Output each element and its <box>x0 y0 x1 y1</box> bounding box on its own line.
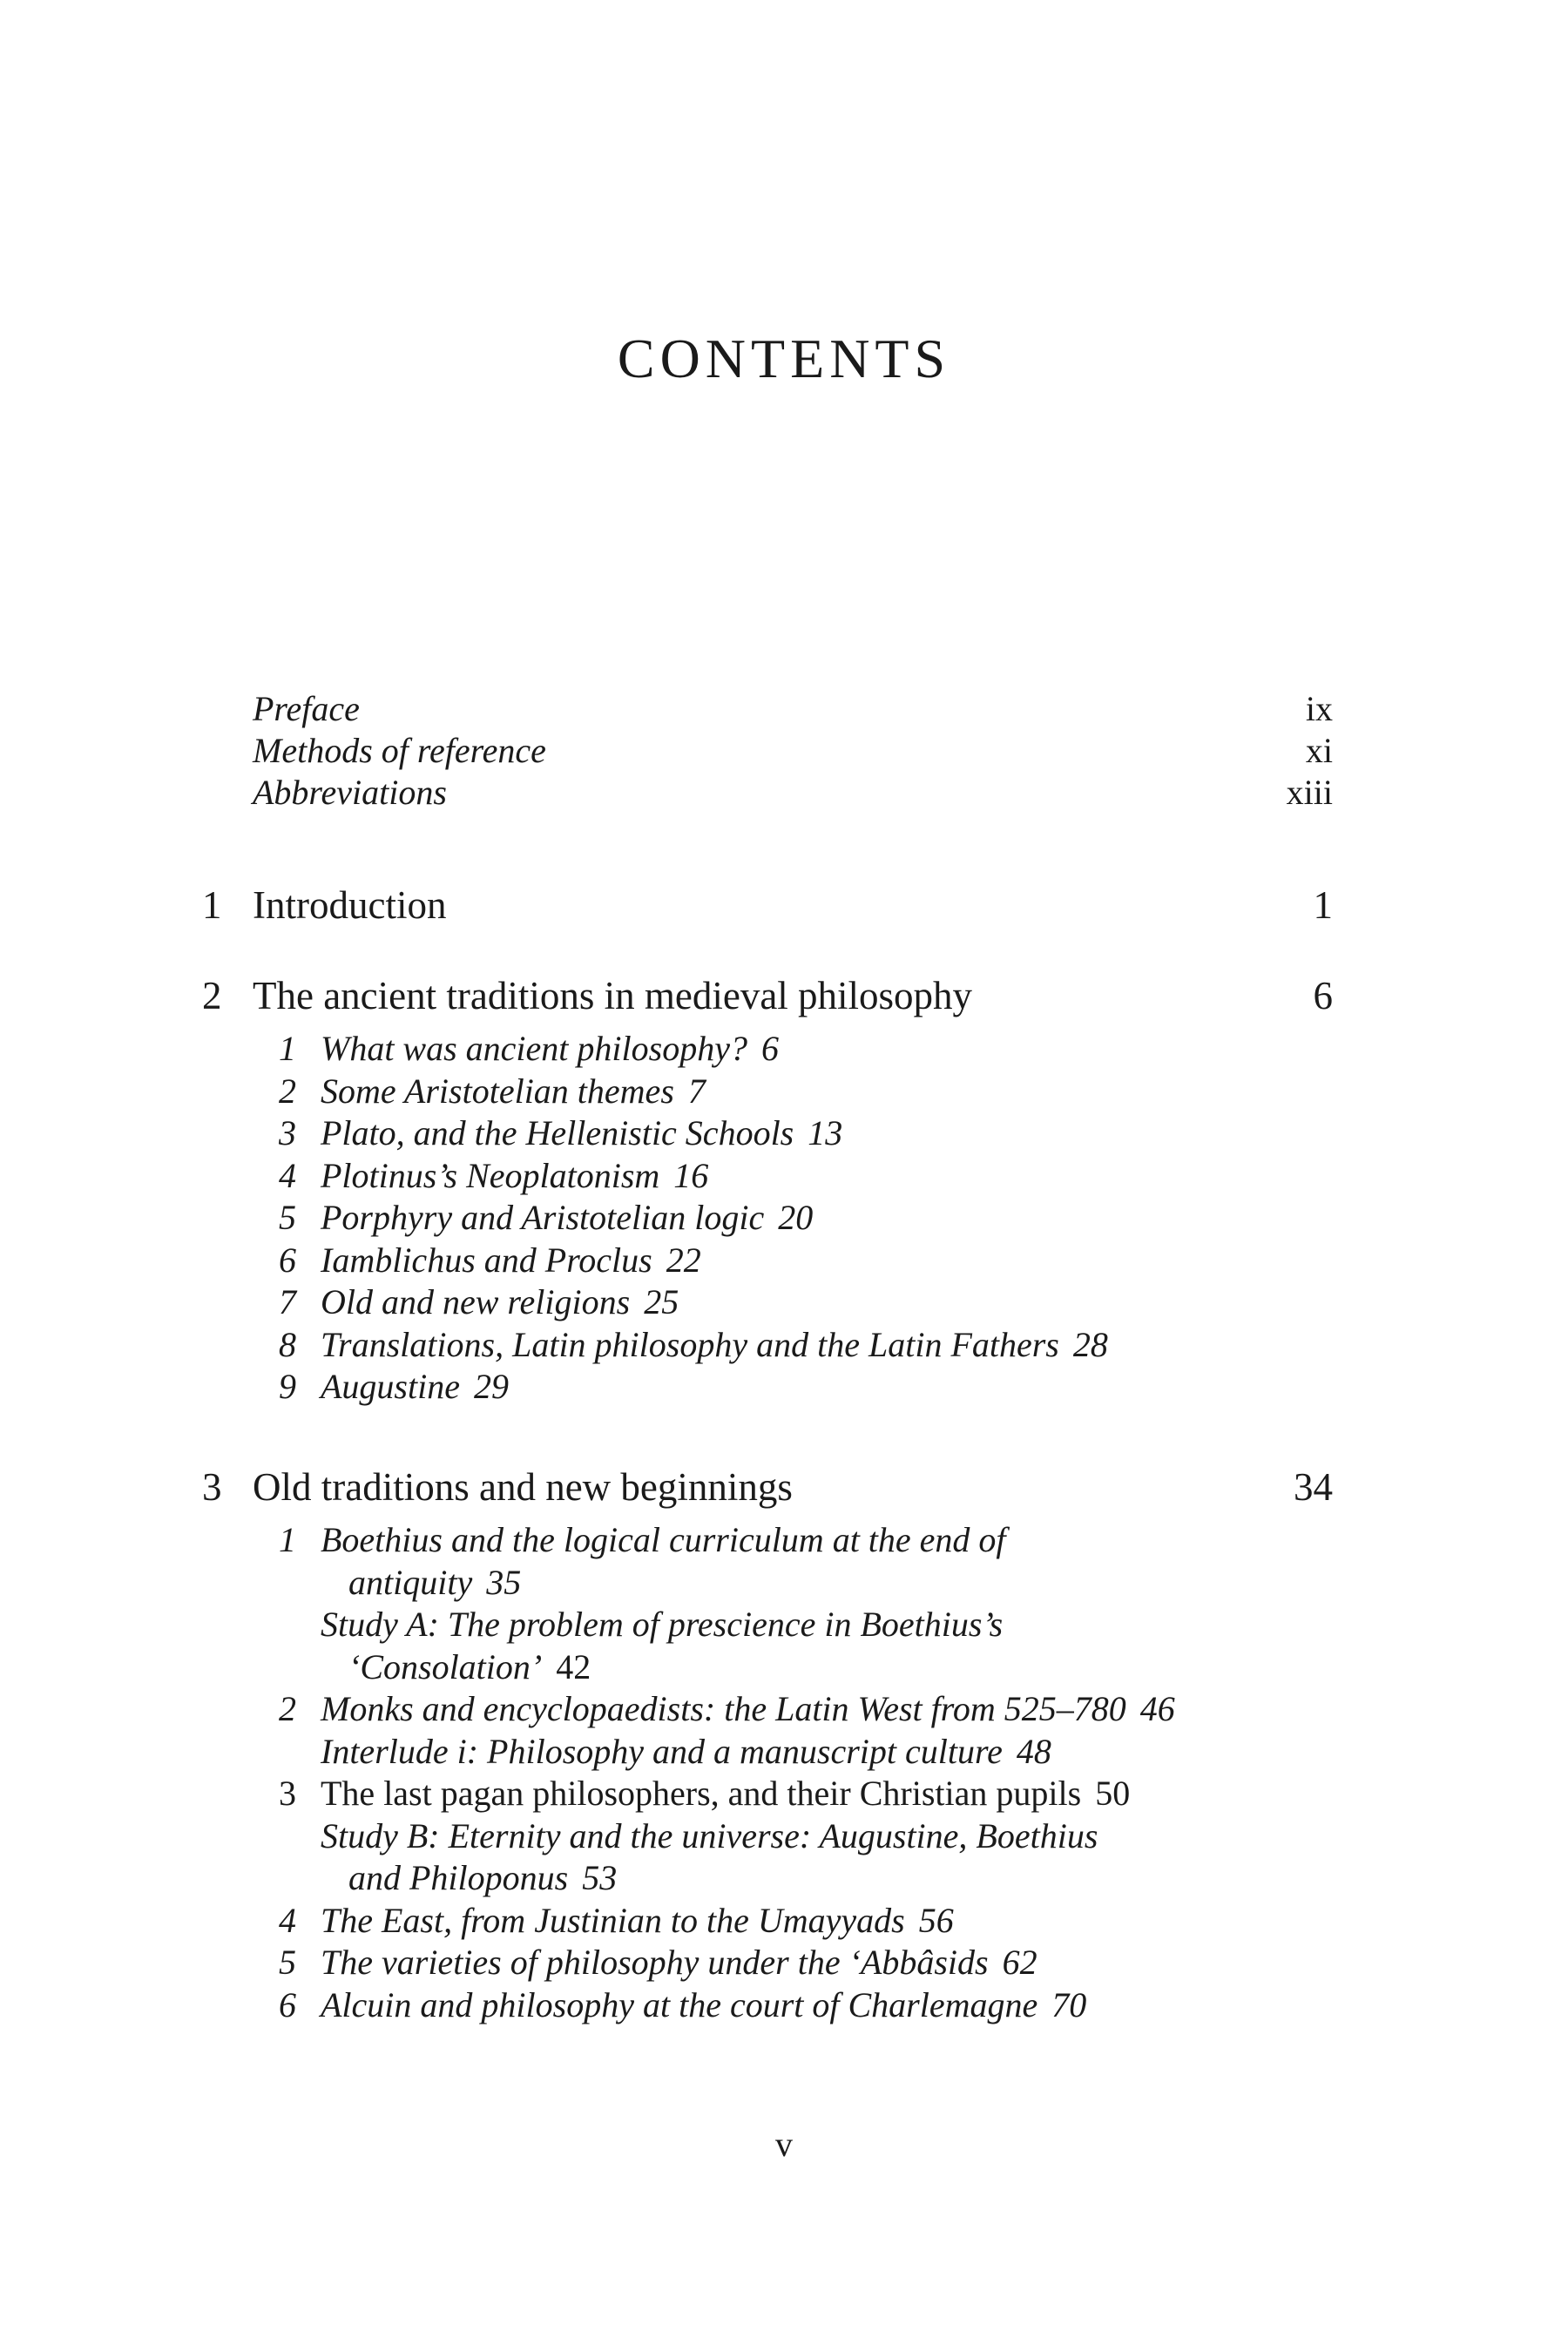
chapter-heading[interactable] <box>202 1463 1333 1511</box>
chapter-page: 1 <box>1313 883 1333 927</box>
section-number: 9 <box>279 1367 296 1406</box>
section-title: Study B: Eternity and the universe: Augustine, Boethius <box>321 1815 1098 1855</box>
section-number: 5 <box>279 1198 296 1237</box>
section-title: The East, from Justinian to the Umayyads <box>321 1900 905 1940</box>
section-page: 35 <box>486 1562 522 1602</box>
toc-entry-label: Methods of reference <box>253 731 546 770</box>
section-title: Porphyry and Aristotelian logic <box>321 1198 765 1237</box>
chapter-number: 2 <box>202 974 222 1017</box>
section-entry[interactable] <box>267 1688 1333 1731</box>
section-title: Plato, and the Hellenistic Schools <box>321 1113 794 1152</box>
section-title: Iamblichus and Proclus <box>321 1240 652 1280</box>
section-page: 20 <box>778 1198 814 1237</box>
section-page: 6 <box>760 1029 779 1068</box>
section-page: 13 <box>808 1113 843 1152</box>
chapter-2 <box>202 972 1333 1409</box>
section-list <box>202 1519 1333 2026</box>
chapter-page: 34 <box>1294 1465 1333 1509</box>
section-entry[interactable] <box>267 1984 1333 2027</box>
interlude-entry[interactable] <box>267 1731 1333 1774</box>
section-number: 2 <box>279 1689 296 1728</box>
section-title: Boethius and the logical curriculum at the end of <box>321 1520 1006 1559</box>
front-matter-list <box>253 688 1333 814</box>
section-number: 8 <box>279 1324 296 1364</box>
section-title-continued: and Philoponus <box>348 1858 569 1897</box>
section-entry[interactable] <box>267 1071 1333 1113</box>
chapter-1 <box>202 882 1333 929</box>
section-entry[interactable] <box>267 1519 1333 1604</box>
page-title: CONTENTS <box>617 328 951 389</box>
section-page: 62 <box>1002 1943 1037 1982</box>
section-page: 42 <box>556 1646 591 1686</box>
section-title: Plotinus’s Neoplatonism <box>321 1155 660 1195</box>
section-page: 7 <box>687 1071 706 1111</box>
section-page: 48 <box>1016 1731 1051 1771</box>
section-entry[interactable] <box>267 1028 1333 1071</box>
section-entry[interactable] <box>267 1281 1333 1324</box>
section-number: 4 <box>279 1155 296 1195</box>
section-page: 16 <box>673 1155 709 1195</box>
section-entry[interactable] <box>267 1366 1333 1409</box>
section-title: Augustine <box>321 1367 460 1406</box>
toc-entry-page: xi <box>1305 731 1333 770</box>
chapter-number: 3 <box>202 1465 222 1509</box>
section-list <box>202 1028 1333 1409</box>
section-title-continued: ‘Consolation’ <box>348 1646 543 1686</box>
section-page: 25 <box>644 1282 679 1321</box>
section-entry[interactable] <box>267 1112 1333 1155</box>
chapter-title: The ancient traditions in medieval philosophy <box>253 974 973 1017</box>
page-number: v <box>775 2125 793 2164</box>
study-entry[interactable] <box>267 1604 1333 1688</box>
section-entry[interactable] <box>267 1240 1333 1282</box>
section-number: 4 <box>279 1900 296 1940</box>
section-number: 6 <box>279 1240 296 1280</box>
section-number: 1 <box>279 1520 296 1559</box>
toc-entry-label: Abbreviations <box>253 773 447 812</box>
section-title: Alcuin and philosophy at the court of Charlemagne <box>321 1984 1038 2024</box>
chapter-title: Introduction <box>253 883 447 927</box>
section-title: Interlude i: Philosophy and a manuscript culture <box>321 1731 1003 1771</box>
chapter-page: 6 <box>1313 974 1333 1017</box>
section-page: 29 <box>473 1367 509 1406</box>
section-title: The varieties of philosophy under the ‘Abbâsids <box>321 1943 989 1982</box>
section-number: 6 <box>279 1984 296 2024</box>
section-entry[interactable] <box>267 1942 1333 1984</box>
section-title: Old and new religions <box>321 1282 631 1321</box>
section-title: Study A: The problem of prescience in Boethius’s <box>321 1605 1004 1644</box>
section-number <box>267 1731 321 1774</box>
section-entry[interactable] <box>267 1155 1333 1198</box>
toc-entry-page: ix <box>1305 689 1333 728</box>
chapter-heading[interactable] <box>202 972 1333 1019</box>
section-title: Translations, Latin philosophy and the Latin Fathers <box>321 1324 1059 1364</box>
toc-entry-label: Preface <box>253 689 360 728</box>
section-page: 46 <box>1139 1689 1175 1728</box>
toc-entry-abbreviations[interactable] <box>253 772 1333 814</box>
section-number: 5 <box>279 1943 296 1982</box>
section-page: 70 <box>1051 1984 1087 2024</box>
section-entry[interactable] <box>267 1324 1333 1367</box>
chapter-heading[interactable] <box>202 882 1333 929</box>
section-title: Some Aristotelian themes <box>321 1071 674 1111</box>
section-number: 1 <box>279 1029 296 1068</box>
section-page: 28 <box>1072 1324 1108 1364</box>
section-number: 3 <box>279 1774 296 1813</box>
section-page: 53 <box>582 1858 618 1897</box>
section-title-continued: antiquity <box>348 1562 473 1602</box>
section-title: What was ancient philosophy? <box>321 1029 747 1068</box>
section-number: 2 <box>279 1071 296 1111</box>
section-title: Monks and encyclopaedists: the Latin West from 525–780 <box>321 1689 1126 1728</box>
section-page: 56 <box>918 1900 954 1940</box>
section-number <box>267 1604 321 1688</box>
section-entry[interactable] <box>267 1773 1333 1815</box>
chapter-number: 1 <box>202 883 222 927</box>
section-page: 22 <box>666 1240 701 1280</box>
section-title: The last pagan philosophers, and their Christian pupils <box>321 1774 1082 1813</box>
toc-entry-methods-of-reference[interactable] <box>253 730 1333 772</box>
section-number: 7 <box>279 1282 296 1321</box>
section-number: 3 <box>279 1113 296 1152</box>
toc-entry-preface[interactable] <box>253 688 1333 730</box>
section-entry[interactable] <box>267 1197 1333 1240</box>
chapter-3 <box>202 1463 1333 2026</box>
toc-entry-page: xiii <box>1286 773 1333 812</box>
study-entry[interactable] <box>267 1815 1333 1900</box>
section-number <box>267 1815 321 1900</box>
section-page: 50 <box>1095 1774 1131 1813</box>
section-entry[interactable] <box>267 1900 1333 1943</box>
chapter-title: Old traditions and new beginnings <box>253 1465 793 1509</box>
